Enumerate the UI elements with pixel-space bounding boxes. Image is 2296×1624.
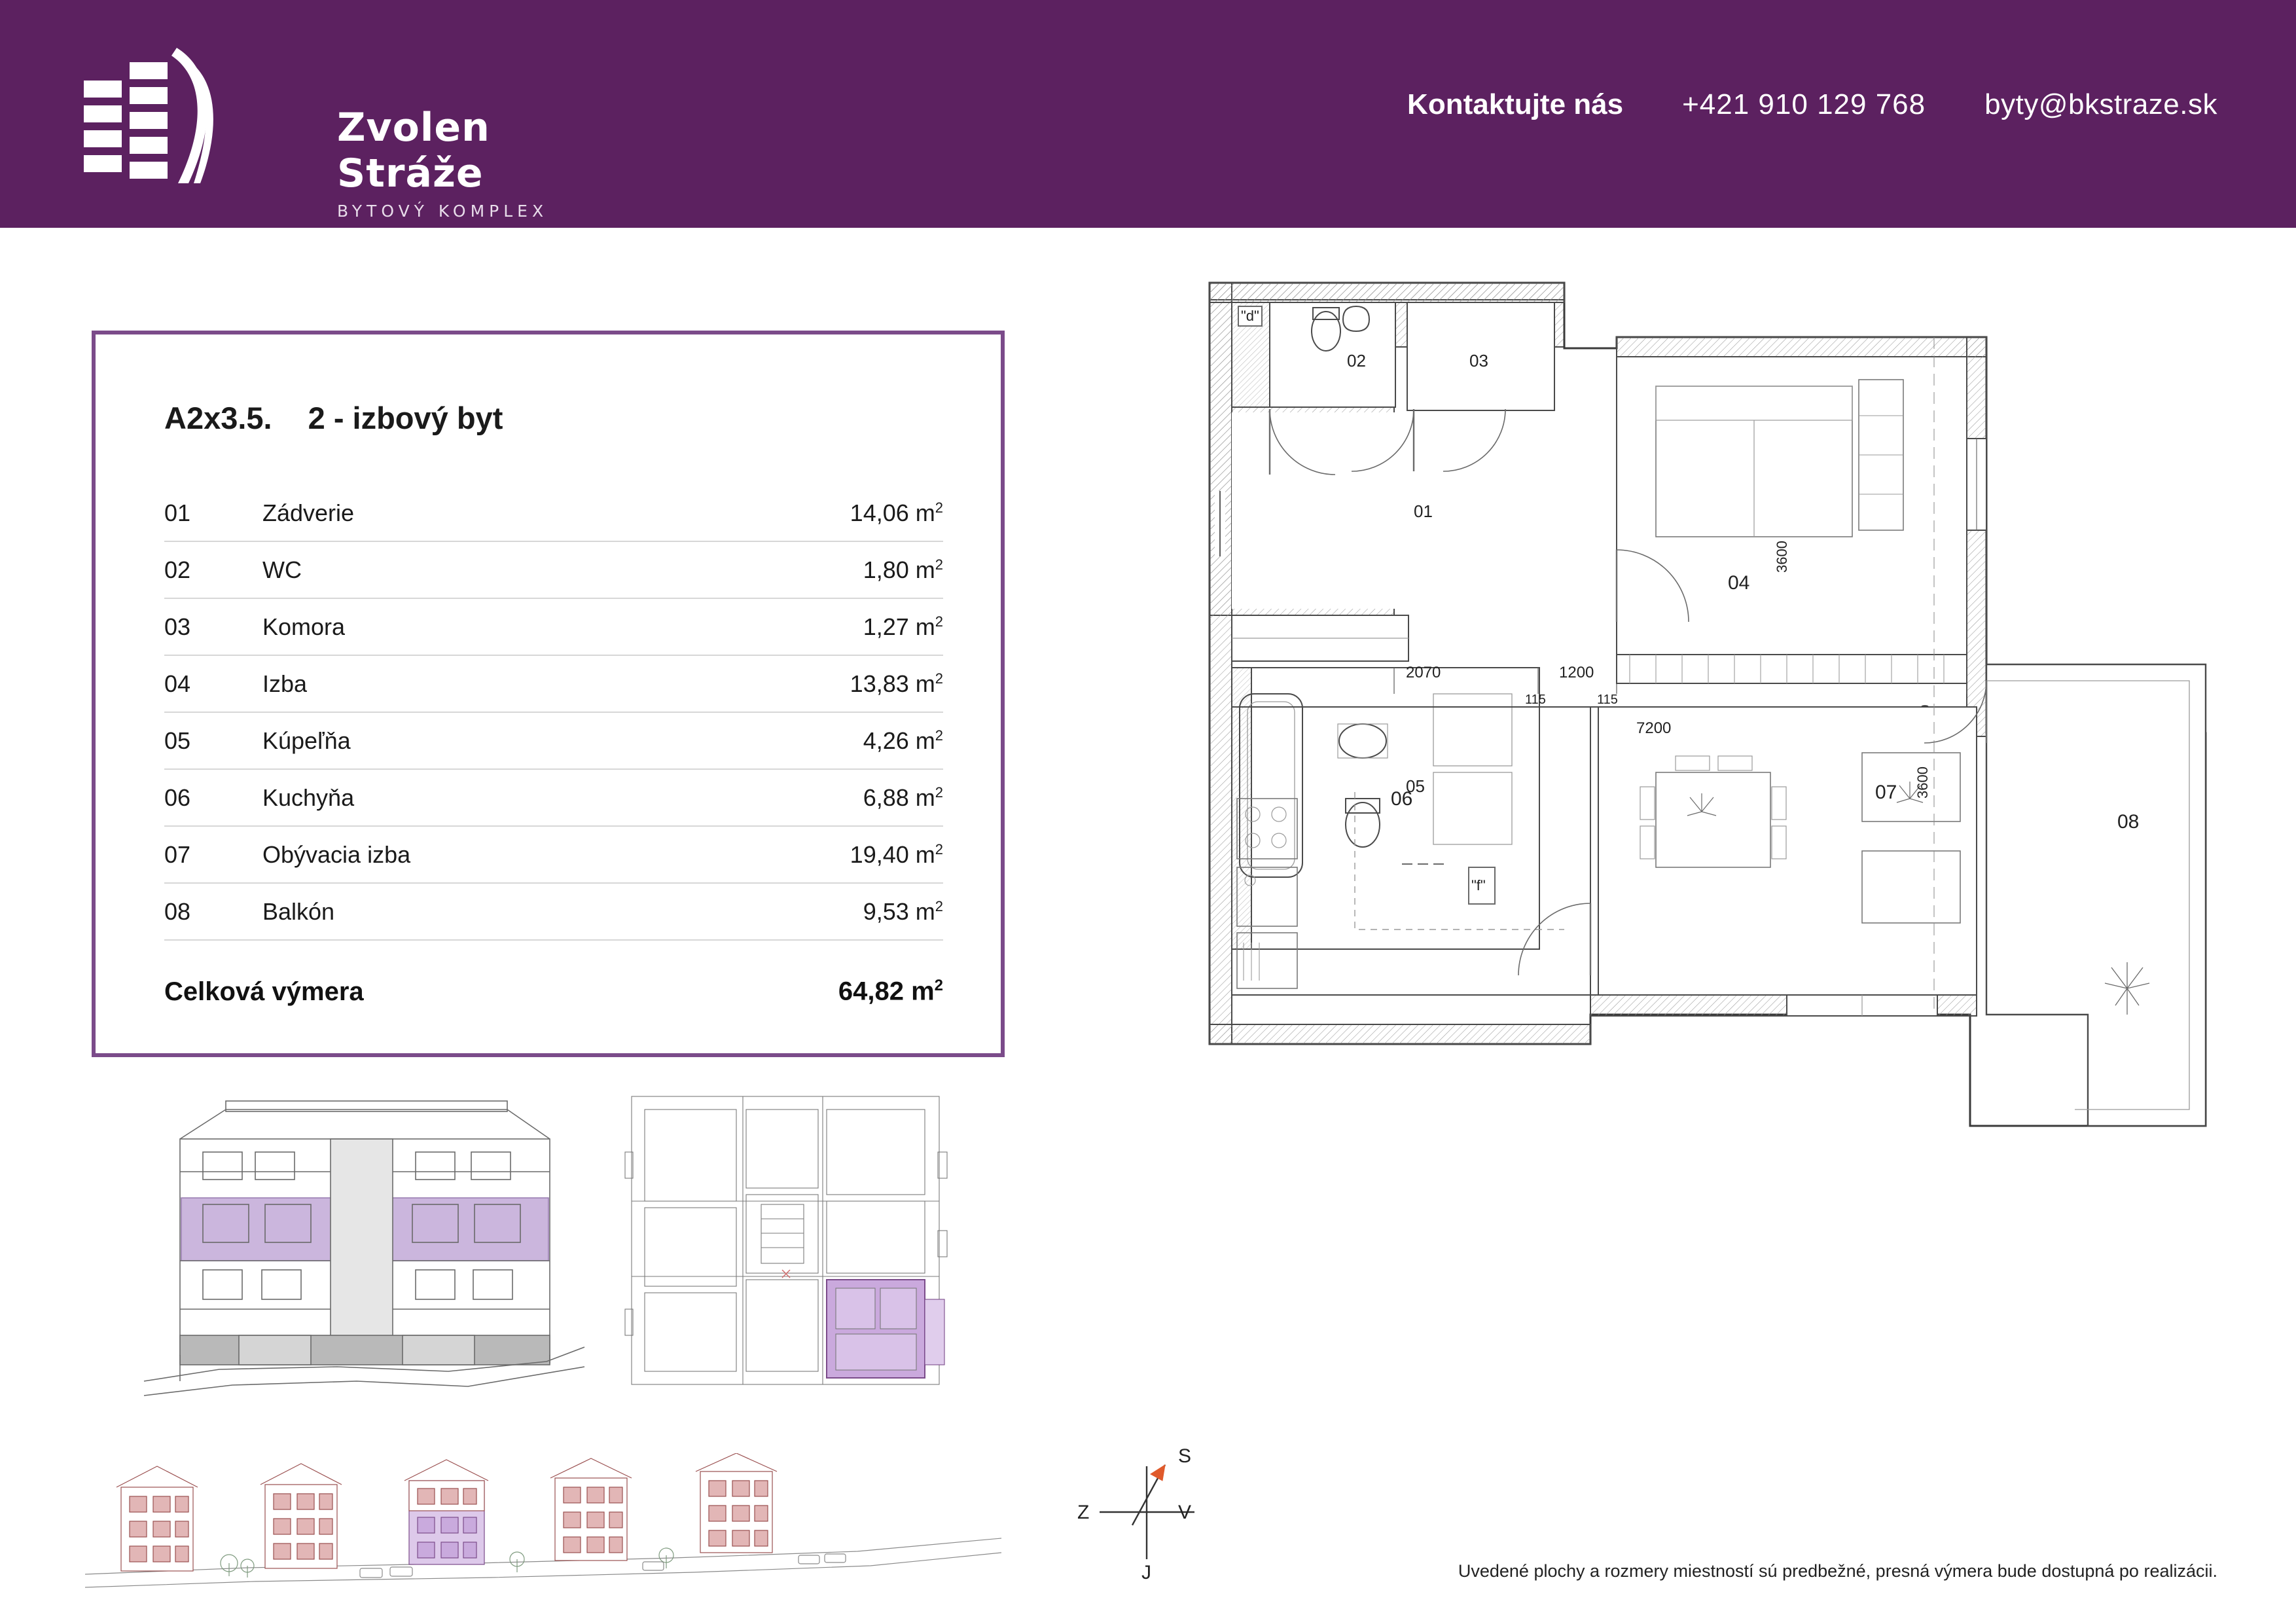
disclaimer-text: Uvedené plochy a rozmery miestností sú predbežné, presná výmera bude dostupná po realizácii.: [1458, 1561, 2217, 1581]
room-name: Komora: [262, 613, 346, 640]
room-number: 01: [164, 499, 191, 526]
table-row: [164, 599, 943, 656]
plan-dim-7200: 7200: [1636, 719, 1672, 737]
table-row: [164, 656, 943, 713]
logo-title: Zvolen Stráže: [337, 105, 490, 196]
plan-dim-3600-living: 3600: [1914, 767, 1931, 799]
plan-room-03: 03: [1469, 351, 1488, 370]
table-row: [164, 485, 943, 542]
compass-rose: [1073, 1440, 1224, 1584]
table-row: [164, 884, 943, 941]
door-mark-d: "d": [1241, 308, 1259, 324]
plan-dim-1200: 1200: [1559, 664, 1594, 681]
table-row: [164, 713, 943, 770]
plan-dim-115b: 115: [1597, 693, 1618, 707]
total-row: [164, 960, 943, 1023]
plan-dim-115a: 115: [1525, 693, 1546, 707]
total-value: 64,82 $m^2$: [838, 977, 943, 1006]
contact-block: [1407, 88, 2217, 121]
site-row-drawing: [85, 1453, 1001, 1604]
logo-subtitle: BYTOVÝ KOMPLEX: [337, 202, 548, 221]
door-mark-f: "f": [1471, 877, 1486, 893]
plan-room-01: 01: [1414, 501, 1433, 521]
room-name: Kúpeľňa: [262, 727, 351, 754]
compass-east-label: V: [1178, 1502, 1192, 1523]
apartment-code: A2x3.5.: [164, 401, 272, 435]
table-row: [164, 542, 943, 599]
room-area: 14,06 $m^2$: [850, 499, 943, 526]
building-elevation-drawing: [141, 1074, 586, 1414]
compass-south-label: J: [1141, 1562, 1151, 1583]
room-number: 02: [164, 556, 191, 583]
compass-west-label: Z: [1077, 1502, 1090, 1523]
room-area: 9,53 $m^2$: [863, 897, 943, 925]
plan-room-07: 07: [1875, 782, 1897, 803]
room-area: 13,83 $m^2$: [850, 670, 943, 697]
page-title: [164, 400, 503, 436]
room-number: 05: [164, 727, 191, 754]
room-number: 03: [164, 613, 191, 640]
apartment-type: 2 - izbový byt: [308, 401, 503, 435]
room-name: Zádverie: [262, 499, 355, 526]
logo[interactable]: [79, 36, 563, 221]
plan-room-04: 04: [1728, 572, 1750, 594]
contact-phone[interactable]: +421 910 129 768: [1682, 88, 1926, 120]
key-floor-plan: [619, 1074, 959, 1427]
table-row: [164, 827, 943, 884]
room-name: Kuchyňa: [262, 784, 355, 811]
plan-room-06: 06: [1391, 788, 1413, 810]
logo-mark-icon: [79, 43, 229, 190]
room-number: 08: [164, 897, 191, 925]
plan-dim-3600-bedroom: 3600: [1774, 541, 1790, 573]
apartment-floor-plan: [1198, 275, 2219, 1296]
page-header: [0, 0, 2296, 228]
room-number: 04: [164, 670, 191, 697]
room-name: Obývacia izba: [262, 840, 411, 868]
apartment-info-card: [92, 331, 1005, 1057]
room-area: 6,88 $m^2$: [863, 784, 943, 811]
room-name: Balkón: [262, 897, 335, 925]
contact-email[interactable]: byty@bkstraze.sk: [1984, 88, 2217, 120]
room-area: 19,40 $m^2$: [850, 840, 943, 868]
room-area: 1,80 $m^2$: [863, 556, 943, 583]
room-area: 4,26 $m^2$: [863, 727, 943, 754]
room-name: Izba: [262, 670, 308, 697]
total-label: Celková výmera: [164, 977, 364, 1006]
plan-dim-2070: 2070: [1406, 664, 1441, 681]
room-name: WC: [262, 556, 302, 583]
logo-text: [337, 105, 563, 221]
plan-room-02: 02: [1347, 351, 1366, 370]
plan-room-05: 05: [1406, 776, 1425, 796]
room-area: 1,27 $m^2$: [863, 613, 943, 640]
room-number: 06: [164, 784, 191, 811]
contact-label: Kontaktujte nás: [1407, 88, 1624, 120]
room-table: [164, 485, 943, 1023]
room-number: 07: [164, 840, 191, 868]
table-row: [164, 770, 943, 827]
plan-room-08: 08: [2117, 811, 2140, 833]
compass-north-label: S: [1178, 1445, 1192, 1467]
